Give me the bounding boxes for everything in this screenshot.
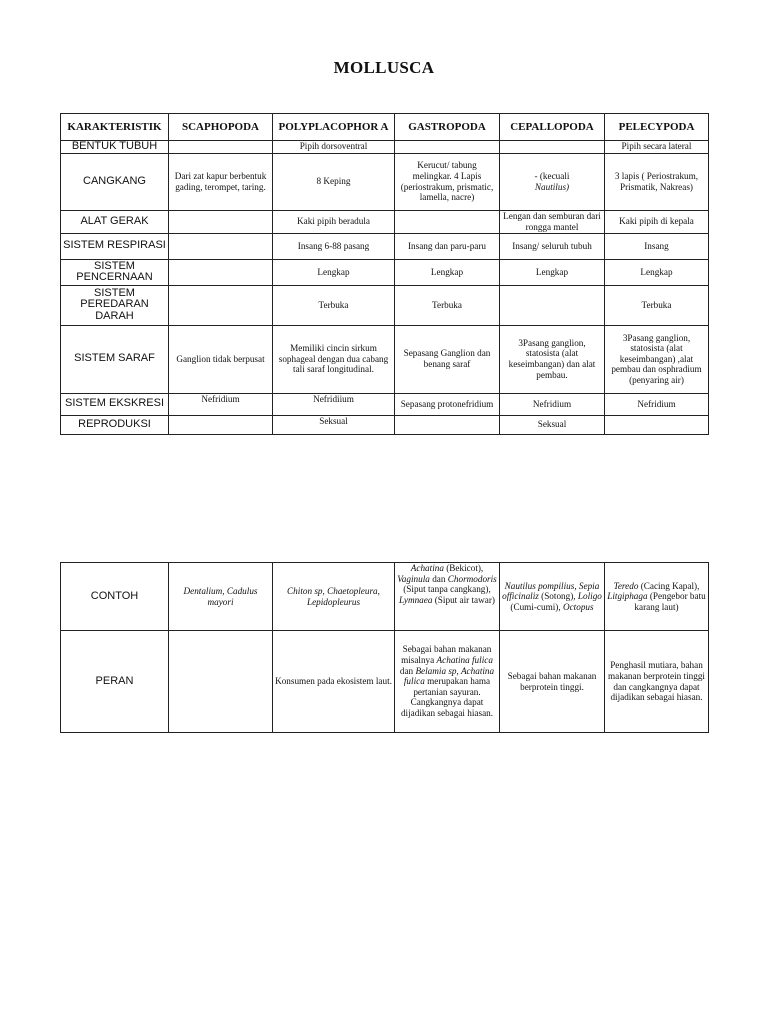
table-cell: Lengkap bbox=[395, 259, 500, 285]
species-name: Litgiphaga bbox=[607, 591, 648, 602]
table-cell: Seksual bbox=[500, 415, 605, 434]
table-cell: Pipih secara lateral bbox=[605, 141, 709, 154]
page-title: MOLLUSCA bbox=[333, 58, 435, 77]
table-cell: Lengkap bbox=[500, 259, 605, 285]
header-cepallopoda: CEPALLOPODA bbox=[500, 114, 605, 141]
table-cell bbox=[169, 631, 273, 733]
species-name: Nautilus pompilius, Sepia officinaliz bbox=[502, 580, 600, 602]
table-cell: Insang dan paru-paru bbox=[395, 233, 500, 259]
table-cell bbox=[169, 141, 273, 154]
table-row bbox=[61, 325, 709, 393]
header-karakteristik: KARAKTERISTIK bbox=[61, 114, 169, 141]
species-name: Teredo bbox=[613, 580, 639, 591]
table-cell: Sepasang Ganglion dan benang saraf bbox=[395, 325, 500, 393]
species-name: Achatina fulica bbox=[436, 655, 493, 666]
table-cell: Pipih dorsoventral bbox=[273, 141, 395, 154]
table-cell: Konsumen pada ekosistem laut. bbox=[273, 631, 395, 733]
table-cell: Insang/ seluruh tubuh bbox=[500, 233, 605, 259]
table-cell: Terbuka bbox=[605, 285, 709, 325]
table-cell bbox=[605, 563, 709, 631]
species-name: Vaginula bbox=[397, 573, 430, 584]
table-cell: Memiliki cincin sirkum sophageal dengan dua cabang tali saraf longitudinal. bbox=[273, 325, 395, 393]
table-cell: Sepasang protonefridium bbox=[395, 393, 500, 415]
species-name: Octopus bbox=[562, 601, 594, 612]
table-cell bbox=[500, 141, 605, 154]
table-row bbox=[61, 259, 709, 285]
row-label: REPRODUKSI bbox=[61, 415, 169, 434]
table-cell bbox=[395, 210, 500, 233]
cell-text-italic: Nautilus) bbox=[534, 181, 570, 192]
cell-text: dan bbox=[429, 573, 448, 584]
cell-text-italic: Chiton sp, Chaetopleura, Lepidopleurus bbox=[287, 585, 380, 607]
row-label: SISTEM RESPIRASI bbox=[61, 233, 169, 259]
table-cell: Terbuka bbox=[273, 285, 395, 325]
table-cell: Nefridium bbox=[500, 393, 605, 415]
table-cell: Kaki pipih beradula bbox=[273, 210, 395, 233]
species-name: Loligo bbox=[577, 591, 602, 602]
table-cell: Insang 6-88 pasang bbox=[273, 233, 395, 259]
table-cell: Dari zat kapur berbentuk gading, terompet, taring. bbox=[169, 153, 273, 210]
cell-text: - (kecuali bbox=[534, 170, 570, 181]
table-cell bbox=[169, 415, 273, 434]
table-cell: Sebagai bahan makanan berprotein tinggi. bbox=[500, 631, 605, 733]
cell-text: (Siput tanpa cangkang), bbox=[403, 584, 491, 595]
table-cell bbox=[169, 285, 273, 325]
table-cell bbox=[395, 141, 500, 154]
species-name: Lymnaea bbox=[399, 594, 433, 605]
table-cell: Lengkap bbox=[273, 259, 395, 285]
cell-text: (Pengebor batu karang laut) bbox=[634, 591, 706, 612]
cell-text: (Sotong), bbox=[538, 591, 578, 602]
row-label: PERAN bbox=[61, 631, 169, 733]
table-cell: Nefridium bbox=[169, 393, 273, 415]
row-label: CONTOH bbox=[61, 563, 169, 631]
row-label: SISTEM PENCERNAAN bbox=[61, 259, 169, 285]
table-cell: 3Pasang ganglion, statosista (alat keseimbangan) ,alat pembau dan osphradium (penyaring air) bbox=[605, 325, 709, 393]
row-label: ALAT GERAK bbox=[61, 210, 169, 233]
cell-text: merupakan hama pertanian sayuran. Cangkangnya dapat dijadikan sebagai hiasan. bbox=[400, 676, 494, 718]
header-scaphopoda: SCAPHOPODA bbox=[169, 114, 273, 141]
cell-text-italic: Dentalium, Cadulus mayori bbox=[183, 585, 258, 607]
table-cell bbox=[395, 631, 500, 733]
table-header-row bbox=[61, 114, 709, 141]
table-cell bbox=[273, 563, 395, 631]
header-pelecypoda: PELECYPODA bbox=[605, 114, 709, 141]
species-name: Belamia sp, Achatina fulica bbox=[403, 665, 495, 687]
cell-text: Sebagai bahan makanan misalnya bbox=[401, 644, 492, 666]
species-name: Achatina bbox=[410, 563, 444, 573]
table-cell: 8 Keping bbox=[273, 153, 395, 210]
cell-text: (Siput air tawar) bbox=[432, 594, 495, 605]
table-cell bbox=[500, 153, 605, 210]
row-label: CANGKANG bbox=[61, 153, 169, 210]
header-polyplacophora: POLYPLACOPHOR A bbox=[273, 114, 395, 141]
row-label: SISTEM SARAF bbox=[61, 325, 169, 393]
table-row bbox=[61, 153, 709, 210]
table-row-contoh bbox=[61, 563, 709, 631]
characteristics-table bbox=[60, 113, 709, 435]
header-gastropoda: GASTROPODA bbox=[395, 114, 500, 141]
table-row-peran bbox=[61, 631, 709, 733]
table-cell: Insang bbox=[605, 233, 709, 259]
table-cell: Nefridiium bbox=[273, 393, 395, 415]
table-cell bbox=[169, 210, 273, 233]
table-cell bbox=[169, 233, 273, 259]
cell-text: (Bekicot), bbox=[443, 563, 484, 573]
table-cell: Seksual bbox=[273, 415, 395, 434]
table-row bbox=[61, 415, 709, 434]
cell-text: dan bbox=[399, 665, 416, 676]
cell-text: (Cacing Kapal), bbox=[638, 580, 700, 591]
species-name: Chormodoris bbox=[447, 573, 497, 584]
examples-table bbox=[60, 562, 709, 733]
table-row bbox=[61, 233, 709, 259]
table-cell bbox=[605, 415, 709, 434]
table-row bbox=[61, 393, 709, 415]
table-cell: Kerucut/ tabung melingkar. 4 Lapis (periostrakum, prismatic, lamella, nacre) bbox=[395, 153, 500, 210]
table-cell bbox=[395, 415, 500, 434]
table-cell: Lengan dan semburan dari rongga mantel bbox=[500, 210, 605, 233]
cell-text: (Cumi-cumi), bbox=[510, 601, 563, 612]
table-cell: Terbuka bbox=[395, 285, 500, 325]
table-cell bbox=[169, 563, 273, 631]
table-cell bbox=[395, 563, 500, 631]
table-cell: 3Pasang ganglion, statosista (alat keseimbangan) dan alat pembau. bbox=[500, 325, 605, 393]
row-label: BENTUK TUBUH bbox=[61, 141, 169, 154]
table-cell: Lengkap bbox=[605, 259, 709, 285]
row-label: SISTEM PEREDARAN DARAH bbox=[61, 285, 169, 325]
table-row bbox=[61, 285, 709, 325]
table-cell: Penghasil mutiara, bahan makanan berprotein tinggi dan cangkangnya dapat dijadikan sebagai hiasan. bbox=[605, 631, 709, 733]
table-cell bbox=[500, 563, 605, 631]
table-row bbox=[61, 210, 709, 233]
table-cell: Kaki pipih di kepala bbox=[605, 210, 709, 233]
table-cell: 3 lapis ( Periostrakum, Prismatik, Nakreas) bbox=[605, 153, 709, 210]
table-cell bbox=[500, 285, 605, 325]
table-cell: Nefridium bbox=[605, 393, 709, 415]
row-label: SISTEM EKSKRESI bbox=[61, 393, 169, 415]
table-cell: Ganglion tidak berpusat bbox=[169, 325, 273, 393]
table-cell bbox=[169, 259, 273, 285]
table-row bbox=[61, 141, 709, 154]
